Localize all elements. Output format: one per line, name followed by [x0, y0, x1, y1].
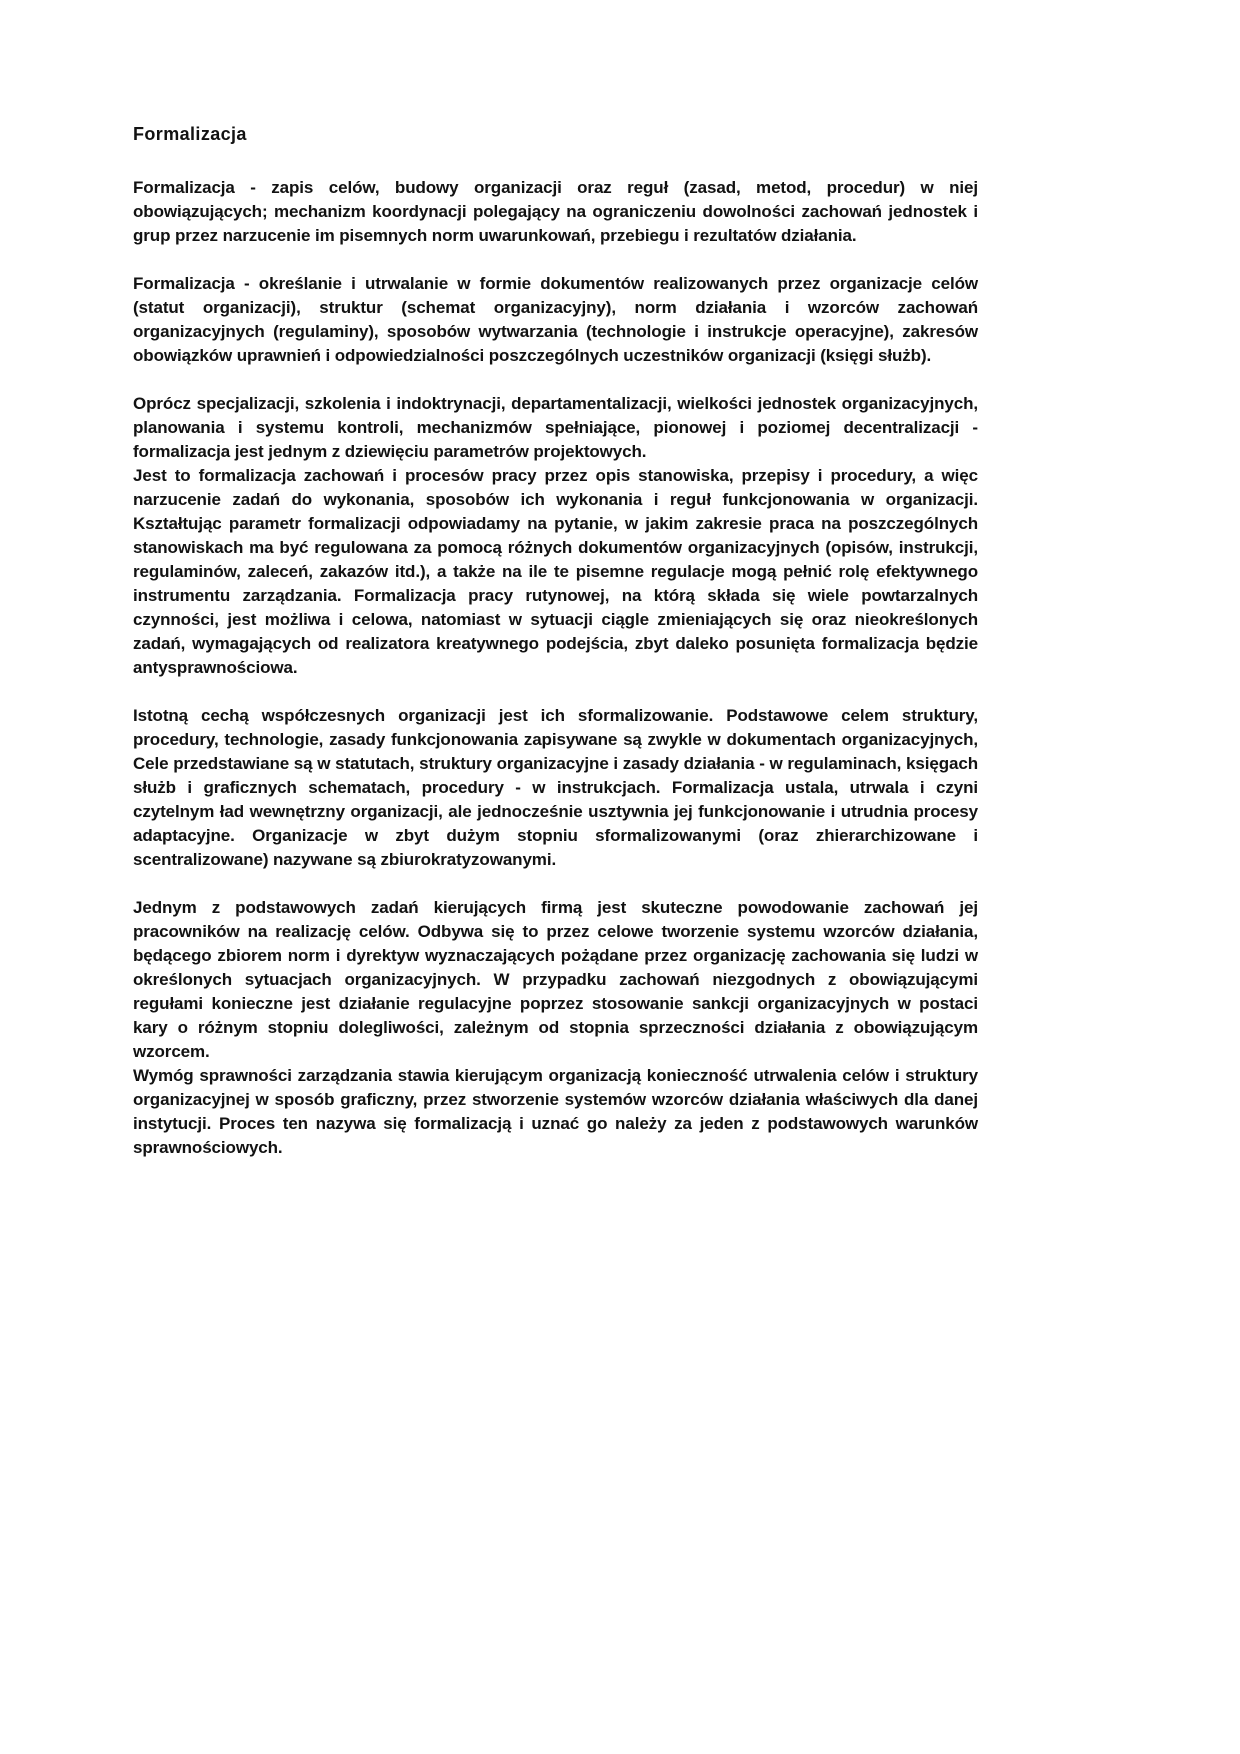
text-block-5 [133, 896, 978, 1160]
paragraph: Jednym z podstawowych zadań kierujących firmą jest skuteczne powodowanie zachowań jej pracowników na realizację celów. Odbywa się to przez celowe tworzenie systemu wzorców działania, będącego zbiorem norm i dyrektyw wyznaczających pożądane przez organizację zachowania się ludzi w określonych sytuacjach organizacyjnych. W przypadku zachowań niezgodnych z obowiązującymi regułami konieczne jest działanie regulacyjne poprzez stosowanie sankcji organizacyjnych w postaci kary o różnym stopniu dolegliwości, zależnym od stopnia sprzeczności działania z obowiązującym wzorcem. [133, 898, 978, 1061]
text-block-4 [133, 704, 978, 872]
paragraph: Wymóg sprawności zarządzania stawia kierującym organizacją konieczność utrwalenia celów i struktury organizacyjnej w sposób graficzny, przez stworzenie systemów wzorców działania właściwych dla danej instytucji. Proces ten nazywa się formalizacją i uznać go należy za jeden z podstawowych warunków sprawnościowych. [133, 1066, 978, 1157]
paragraph: Formalizacja - zapis celów, budowy organizacji oraz reguł (zasad, metod, procedur) w niej obowiązujących; mechanizm koordynacji polegający na ograniczeniu dowolności zachowań jednostek i grup przez narzucenie im pisemnych norm uwarunkowań, przebiegu i rezultatów działania. [133, 178, 978, 245]
text-block-3 [133, 392, 978, 680]
paragraph: Oprócz specjalizacji, szkolenia i indoktrynacji, departamentalizacji, wielkości jednostek organizacyjnych, planowania i systemu kontroli, mechanizmów spełniające, pionowej i poziomej decentralizacji - formalizacja jest jednym z dziewięciu parametrów projektowych. [133, 394, 978, 461]
text-block-1 [133, 176, 978, 248]
text-block-2 [133, 272, 978, 368]
paragraph: Istotną cechą współczesnych organizacji jest ich sformalizowanie. Podstawowe celem struktury, procedury, technologie, zasady funkcjonowania zapisywane są zwykle w dokumentach organizacyjnych, Cele przedstawiane są w statutach, struktury organizacyjne i zasady działania - w regulaminach, księgach służb i graficznych schematach, procedury - w instrukcjach. Formalizacja ustala, utrwala i czyni czytelnym ład wewnętrzny organizacji, ale jednocześnie usztywnia jej funkcjonowanie i utrudnia procesy adaptacyjne. Organizacje w zbyt dużym stopniu sformalizowanymi (oraz zhierarchizowane i scentralizowane) nazywane są zbiurokratyzowanymi. [133, 706, 978, 869]
paragraph: Formalizacja - określanie i utrwalanie w formie dokumentów realizowanych przez organizacje celów (statut organizacji), struktur (schemat organizacyjny), norm działania i wzorców zachowań organizacyjnych (regulaminy), sposobów wytwarzania (technologie i instrukcje operacyjne), zakresów obowiązków uprawnień i odpowiedzialności poszczególnych uczestników organizacji (księgi służb). [133, 274, 978, 365]
paragraph: Jest to formalizacja zachowań i procesów pracy przez opis stanowiska, przepisy i procedury, a więc narzucenie zadań do wykonania, sposobów ich wykonania i reguł funkcjonowania w organizacji. Kształtując parametr formalizacji odpowiadamy na pytanie, w jakim zakresie praca na poszczególnych stanowiskach ma być regulowana za pomocą różnych dokumentów organizacyjnych (opisów, instrukcji, regulaminów, zaleceń, zakazów itd.), a także na ile te pisemne regulacje mogą pełnić rolę efektywnego instrumentu zarządzania. Formalizacja pracy rutynowej, na którą składa się wiele powtarzalnych czynności, jest możliwa i celowa, natomiast w sytuacji ciągle zmieniających się oraz nieokreślonych zadań, wymagających od realizatora kreatywnego podejścia, zbyt daleko posunięta formalizacja będzie antysprawnościowa. [133, 466, 978, 677]
page-title: Formalizacja [133, 124, 247, 144]
